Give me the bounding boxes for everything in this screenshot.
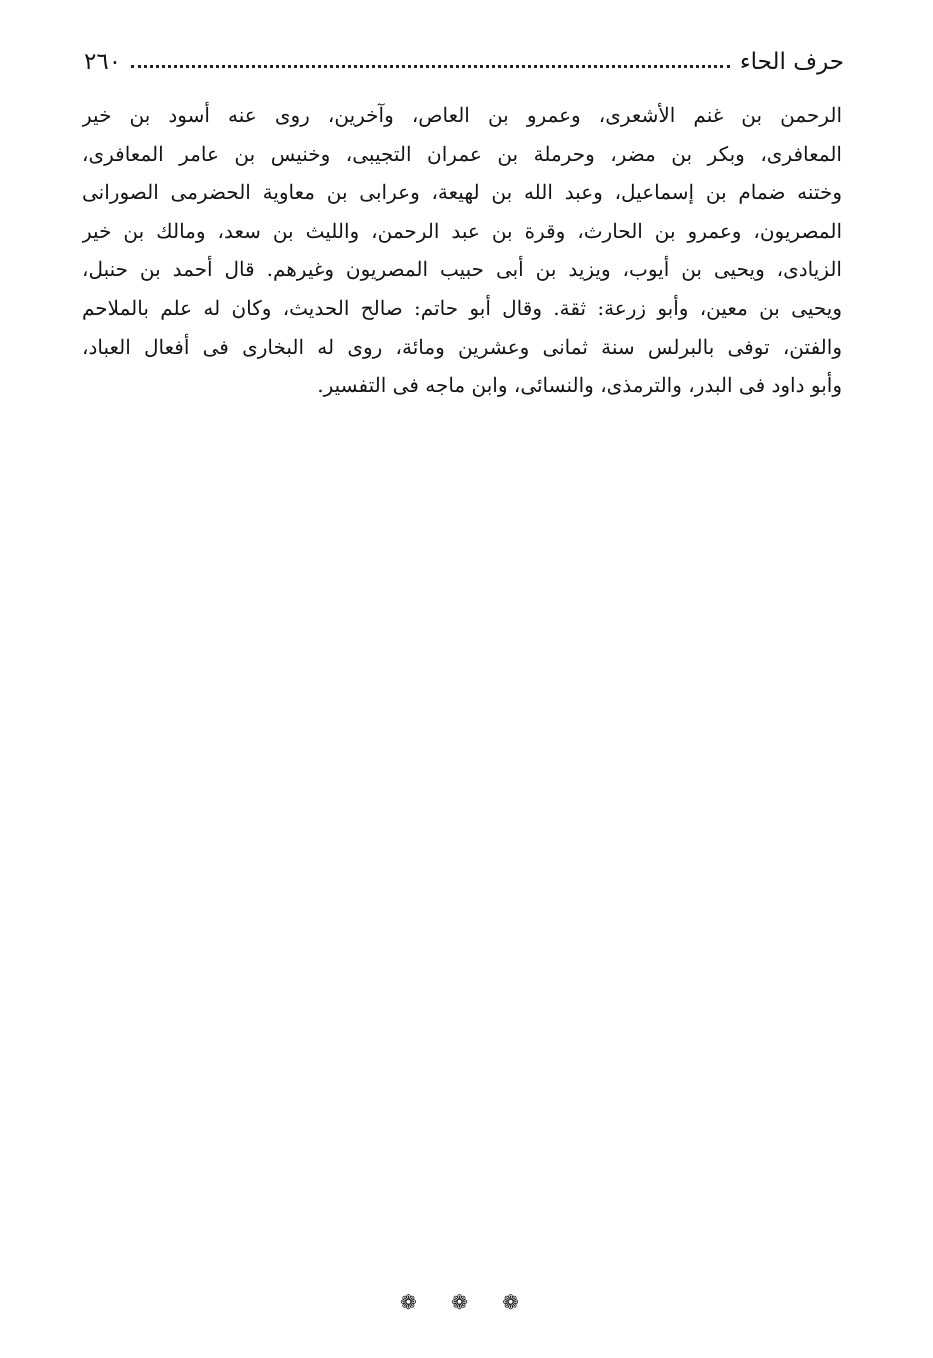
text-line: المعافرى، وبكر بن مضر، وحرملة بن عمران التجيبى، وخنيس بن عامر المعافرى، [82, 141, 842, 166]
running-head [78, 42, 848, 82]
text-line: ويحيى بن معين، وأبو زرعة: ثقة. وقال أبو حاتم: صالح الحديث، وكان له علم بالملاحم [82, 295, 842, 320]
body-paragraph [82, 96, 842, 405]
section-title: حرف الحاء [739, 49, 844, 75]
flower-ornament-icon: ❁ [502, 1290, 533, 1314]
flower-ornament-icon: ❁ [399, 1290, 431, 1314]
text-line: وأبو داود فى البدر، والترمذى، والنسائى، وابن ماجه فى التفسير. [317, 373, 842, 398]
section-separator [0, 1290, 933, 1314]
text-line: المصريون، وعمرو بن الحارث، وقرة بن عبد الرحمن، والليث بن سعد، ومالك بن خير [82, 218, 842, 243]
flower-ornament-icon: ❁ [451, 1290, 482, 1314]
dotted-leader [131, 65, 730, 68]
text-line: والفتن، توفى بالبرلس سنة ثمانى وعشرين ومائة، روى له البخارى فى أفعال العباد، [82, 334, 842, 359]
text-line: الزيادى، ويحيى بن أيوب، ويزيد بن أبى حبيب المصريون وغيرهم. قال أحمد بن حنبل، [82, 257, 842, 282]
text-line: الرحمن بن غنم الأشعرى، وعمرو بن العاص، وآخرين، روى عنه أسود بن خير [82, 103, 842, 127]
text-line: وختنه ضمام بن إسماعيل، وعبد الله بن لهيعة، وعرابى بن معاوية الحضرمى الصورانى [82, 180, 842, 205]
page-number: ٢٦٠ [84, 49, 122, 75]
